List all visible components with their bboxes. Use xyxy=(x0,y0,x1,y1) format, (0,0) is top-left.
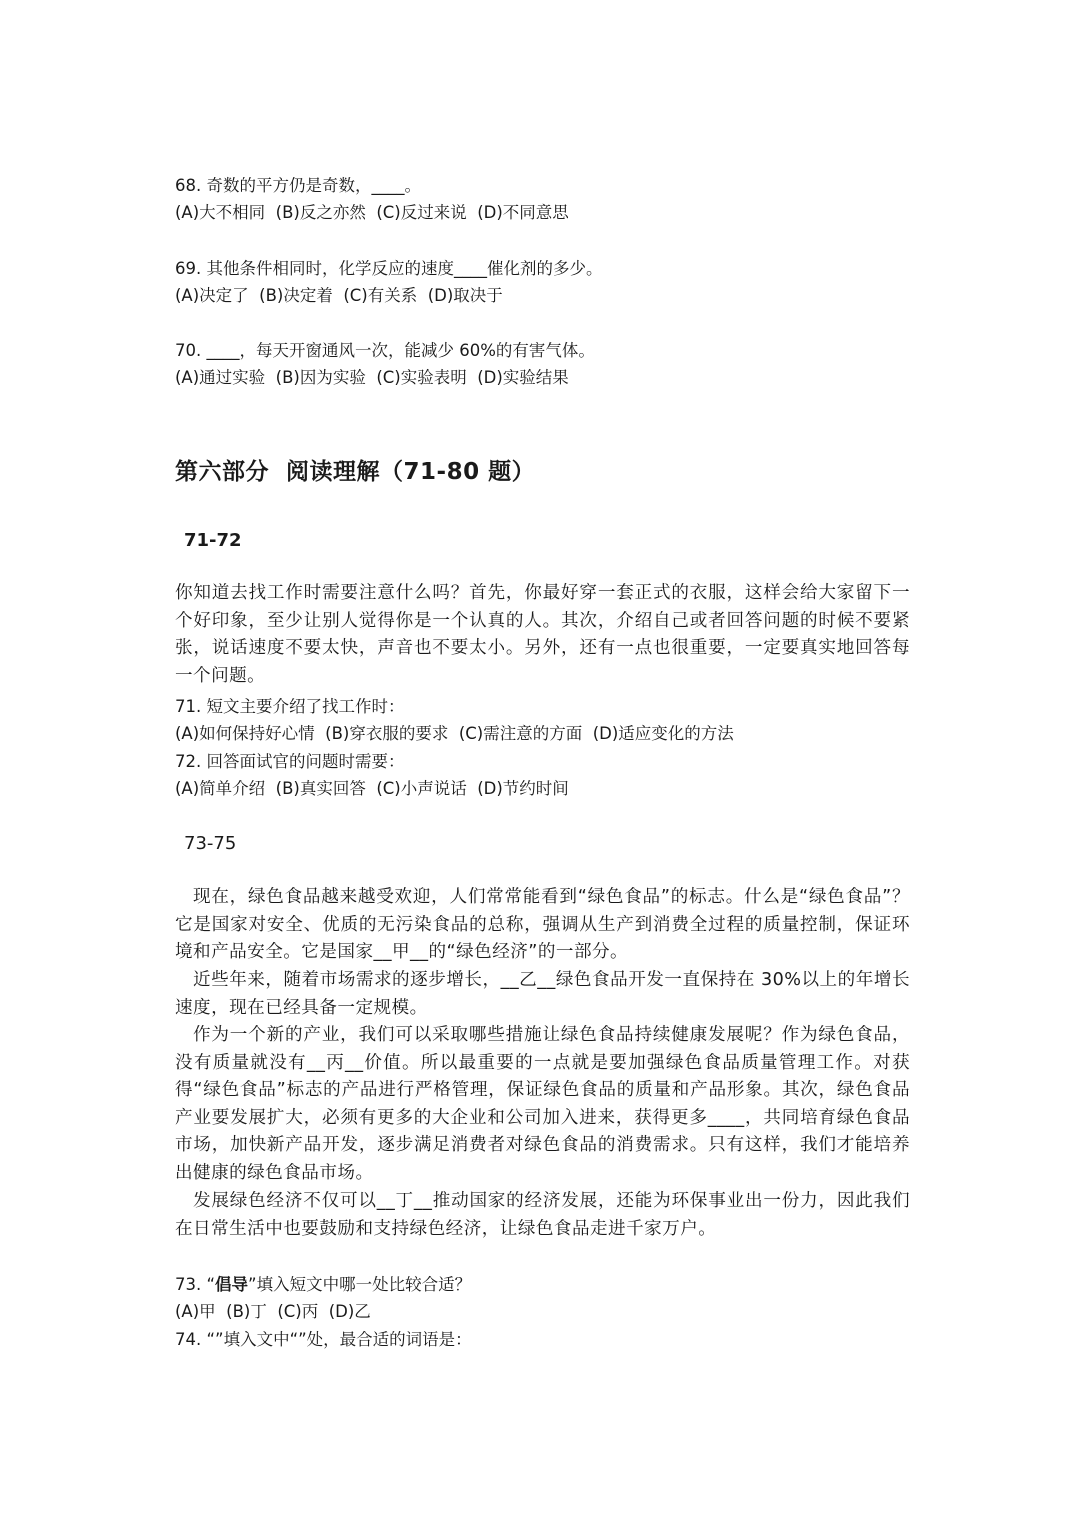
section-title: 第六部分 阅读理解（71-80 题） xyxy=(175,459,536,485)
question-69-stem: 69. 其他条件相同时，化学反应的速度____催化剂的多少。 xyxy=(175,259,603,278)
group-label-73-75: 73-75 xyxy=(184,833,237,854)
question-70-stem: 70. ____，每天开窗通风一次，能减少 60%的有害气体。 xyxy=(175,341,595,360)
question-71-stem: 71. 短文主要介绍了找工作时： xyxy=(175,697,405,716)
question-68-stem: 68. 奇数的平方仍是奇数，____。 xyxy=(175,176,421,195)
question-73-stem xyxy=(175,1271,910,1298)
question-74-stem: 74. “”填入文中“”处，最合适的词语是： xyxy=(175,1330,472,1349)
question-70-options: (A)通过实验 (B)因为实验 (C)实验表明 (D)实验结果 xyxy=(175,368,569,387)
passage-73-75-paragraph-4: 发展绿色经济不仅可以__丁__推动国家的经济发展，还能为环保事业出一份力，因此我们在日常生活中也要鼓励和支持绿色经济，让绿色食品走进千家万户。 xyxy=(175,1191,910,1239)
question-72-stem: 72. 回答面试官的问题时需要： xyxy=(175,752,405,771)
question-68-options: (A)大不相同 (B)反之亦然 (C)反过来说 (D)不同意思 xyxy=(175,203,569,222)
question-72-options: (A)简单介绍 (B)真实回答 (C)小声说话 (D)节约时间 xyxy=(175,779,569,798)
question-73-options: (A)甲 (B)丁 (C)丙 (D)乙 xyxy=(175,1302,371,1321)
question-71-options: (A)如何保持好心情 (B)穿衣服的要求 (C)需注意的方面 (D)适应变化的方法 xyxy=(175,724,734,743)
passage-73-75-paragraph-1: 现在，绿色食品越来越受欢迎，人们常常能看到“绿色食品”的标志。什么是“绿色食品”？它是国家对安全、优质的无污染食品的总称，强调从生产到消费全过程的质量控制，保证环境和产品安全。它是国家__甲__的“绿色经济”的一部分。 xyxy=(175,887,910,962)
passage-73-75-paragraph-3: 作为一个新的产业，我们可以采取哪些措施让绿色食品持续健康发展呢？作为绿色食品，没有质量就没有__丙__价值。所以最重要的一点就是要加强绿色食品质量管理工作。对获得“绿色食品”标志的产品进行严格管理，保证绿色食品的质量和产品形象。其次，绿色食品产业要发展扩大，必须有更多的大企业和公司加入进来，获得更多____，共同培育绿色食品市场，加快新产品开发，逐步满足消费者对绿色食品的消费需求。只有这样，我们才能培养出健康的绿色食品市场。 xyxy=(175,1025,910,1183)
question-73-suffix: ”填入短文中哪一处比较合适？ xyxy=(248,1275,472,1294)
question-73-keyword: 倡导 xyxy=(215,1275,249,1294)
group-label-71-72: 71-72 xyxy=(184,530,242,551)
passage-71-72: 你知道去找工作时需要注意什么吗？首先，你最好穿一套正式的衣服，这样会给大家留下一个好印象，至少让别人觉得你是一个认真的人。其次，介绍自己或者回答问题的时候不要紧张，说话速度不要太快，声音也不要太小。另外，还有一点也很重要，一定要真实地回答每一个问题。 xyxy=(175,583,910,686)
passage-73-75-paragraph-2: 近些年来，随着市场需求的逐步增长，__乙__绿色食品开发一直保持在 30%以上的年增长速度，现在已经具备一定规模。 xyxy=(175,970,910,1018)
question-69-options: (A)决定了 (B)决定着 (C)有关系 (D)取决于 xyxy=(175,286,503,305)
question-73-prefix: 73. “ xyxy=(175,1275,216,1294)
